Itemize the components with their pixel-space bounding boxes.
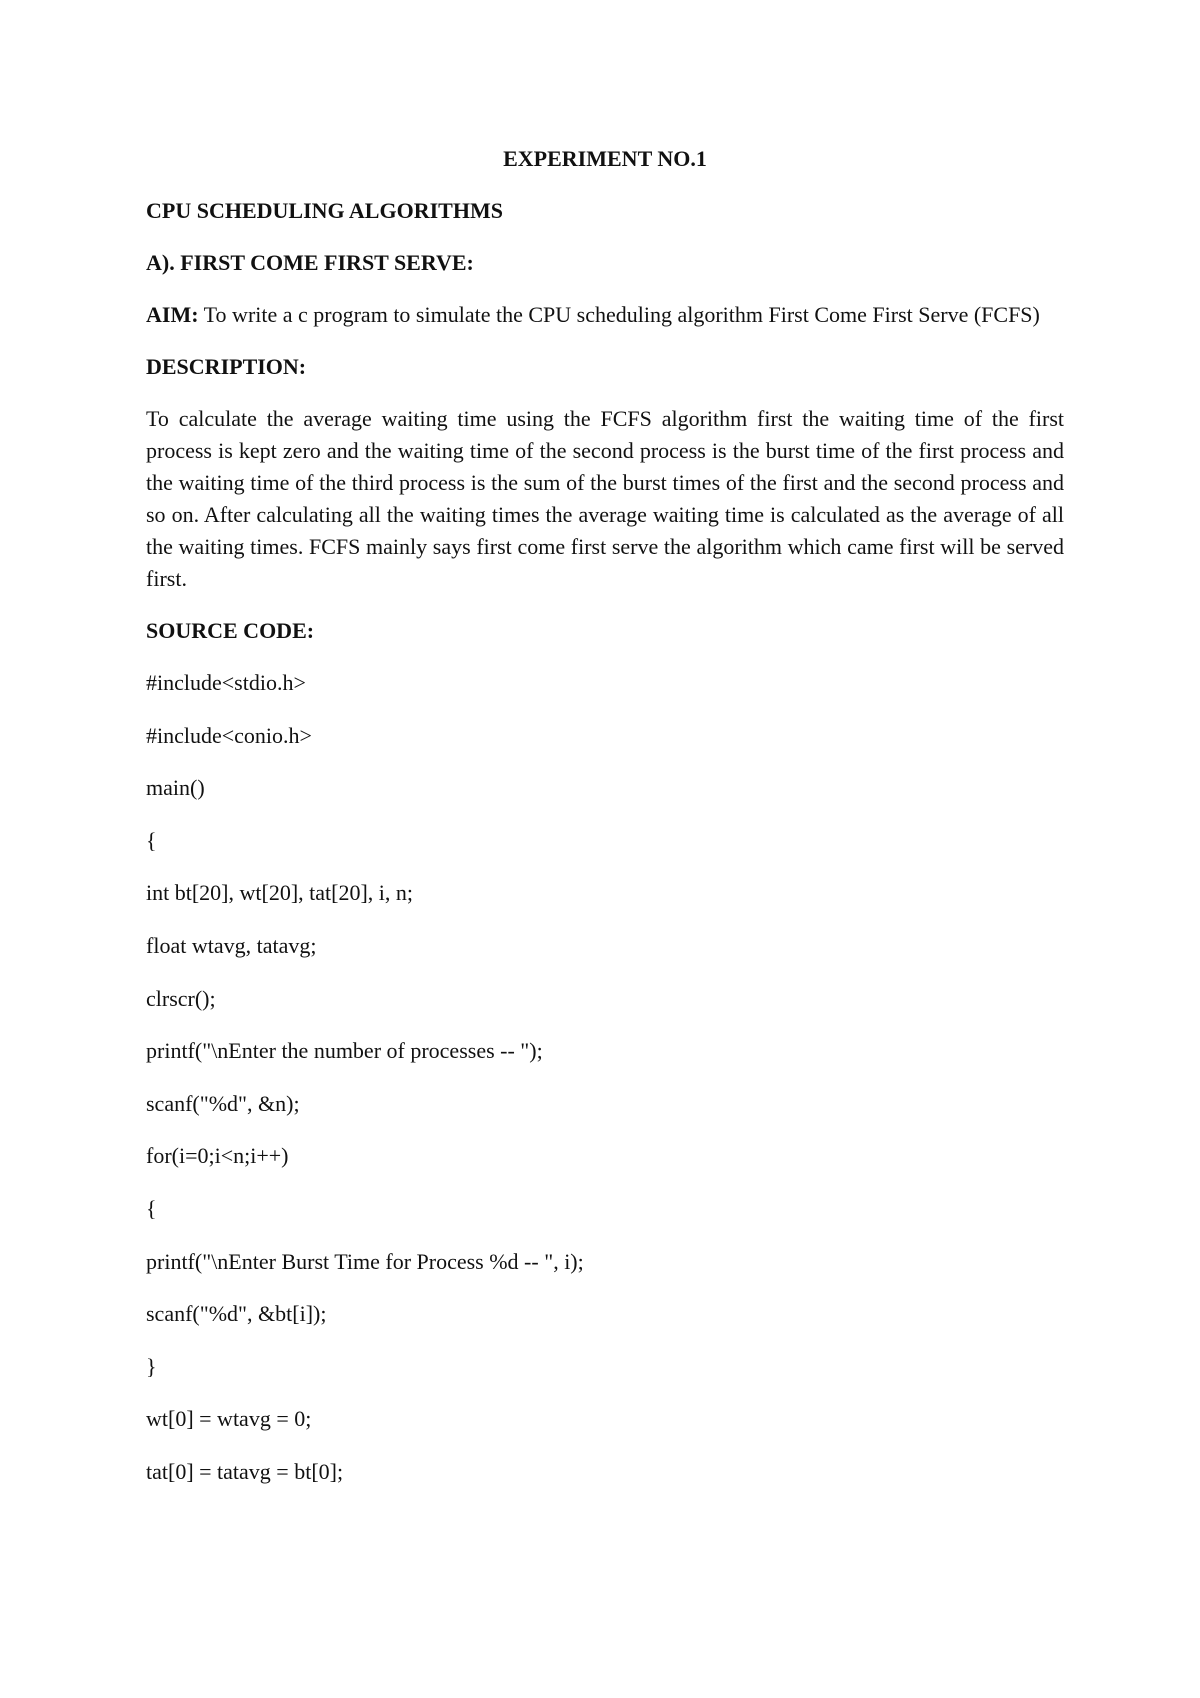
code-line: scanf("%d", &bt[i]); (146, 1301, 327, 1327)
code-line: printf("\nEnter Burst Time for Process %d -- ", i); (146, 1248, 584, 1274)
code-line: main() (146, 775, 205, 801)
code-line: float wtavg, tatavg; (146, 932, 317, 958)
code-line: clrscr(); (146, 985, 216, 1011)
code-line: scanf("%d", &n); (146, 1090, 300, 1116)
aim-text: To write a c program to simulate the CPU scheduling algorithm First Come First Serve (FCFS) (198, 302, 1040, 327)
code-line: int bt[20], wt[20], tat[20], i, n; (146, 880, 414, 906)
subsection-heading: A). FIRST COME FIRST SERVE: (146, 250, 474, 275)
document-page (146, 143, 1064, 1509)
code-line: } (146, 1353, 157, 1379)
source-code-block (146, 667, 1064, 1509)
code-line: { (146, 1195, 157, 1221)
code-line: { (146, 827, 157, 853)
document-title: EXPERIMENT NO.1 (503, 146, 707, 171)
code-line: #include<stdio.h> (146, 670, 306, 695)
code-line: tat[0] = tatavg = bt[0]; (146, 1458, 344, 1484)
code-line: #include<conio.h> (146, 722, 312, 748)
code-line: wt[0] = wtavg = 0; (146, 1406, 312, 1432)
aim-paragraph (146, 299, 1064, 331)
code-line: for(i=0;i<n;i++) (146, 1143, 289, 1169)
section-heading: CPU SCHEDULING ALGORITHMS (146, 198, 503, 223)
aim-label: AIM: (146, 302, 199, 327)
description-heading: DESCRIPTION: (146, 354, 307, 379)
source-code-heading: SOURCE CODE: (146, 618, 315, 643)
code-line: printf("\nEnter the number of processes -- "); (146, 1038, 543, 1064)
description-paragraph: To calculate the average waiting time using the FCFS algorithm first the waiting time of the first process is kept zero and the waiting time of the second process is the burst time of the first process and the waiting time of the third process is the sum of the burst times of the first and the second process and so on. After calculating all the waiting times the average waiting time is calculated as the average of all the waiting times. FCFS mainly says first come first serve the algorithm which came first will be served first. (146, 406, 1064, 591)
